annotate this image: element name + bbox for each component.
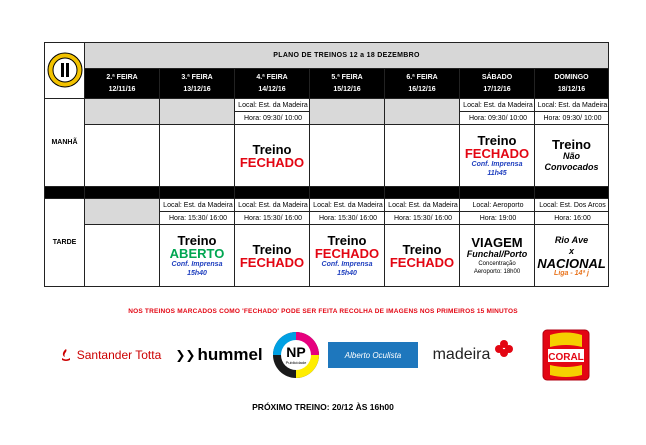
manha-wed-local: Local: Est. da Madeira bbox=[235, 99, 310, 112]
day-header-thu: 5.ª FEIRA 15/12/16 bbox=[310, 69, 385, 99]
manha-sat-hora: Hora: 09:30/ 10:00 bbox=[460, 112, 535, 125]
manha-sun-hora: Hora: 09:30/ 10:00 bbox=[535, 112, 609, 125]
manha-tue-info bbox=[160, 99, 235, 125]
day-header-mon: 2.ª FEIRA 12/11/16 bbox=[85, 69, 160, 99]
tarde-mon-cell bbox=[85, 225, 160, 287]
manha-sat-cell: Treino FECHADO Conf. Imprensa 11h45 bbox=[460, 125, 535, 187]
tarde-thu-cell: Treino FECHADO Conf. Imprensa 15h40 bbox=[310, 225, 385, 287]
tarde-mon-info bbox=[85, 199, 160, 225]
period-label-manha: MANHÃ bbox=[45, 99, 85, 187]
day-header-sat: SÁBADO 17/12/16 bbox=[460, 69, 535, 99]
manha-wed-hora: Hora: 09:30/ 10:00 bbox=[235, 112, 310, 125]
hummel-chevron-icon: ❯❯ bbox=[175, 348, 196, 362]
tarde-wed-hora: Hora: 15:30/ 16:00 bbox=[235, 212, 310, 225]
manha-wed-cell: Treino FECHADO bbox=[235, 125, 310, 187]
tarde-sun-cell: Rio Ave x NACIONAL Liga - 14ª j bbox=[535, 225, 609, 287]
period-label-tarde: TARDE bbox=[45, 199, 85, 287]
manha-thu-cell bbox=[310, 125, 385, 187]
club-crest-cell bbox=[45, 43, 85, 99]
tarde-sun-hora: Hora: 16:00 bbox=[535, 212, 609, 225]
santander-flame-icon bbox=[59, 348, 73, 362]
tarde-tue-cell: Treino ABERTO Conf. Imprensa 15h40 bbox=[160, 225, 235, 287]
sponsor-madeira: madeira bbox=[424, 330, 524, 380]
madeira-flower-icon bbox=[493, 338, 515, 360]
manha-mon-cell bbox=[85, 125, 160, 187]
tarde-thu-local: Local: Est. da Madeira bbox=[310, 199, 385, 212]
manha-fri-cell bbox=[385, 125, 460, 187]
schedule-table bbox=[44, 42, 609, 287]
club-crest-icon bbox=[47, 52, 83, 88]
tarde-sat-hora: Hora: 19:00 bbox=[460, 212, 535, 225]
next-training: PRÓXIMO TREINO: 20/12 ÀS 16h00 bbox=[252, 402, 394, 412]
sponsor-np: NP Publicidade bbox=[268, 330, 324, 380]
tarde-fri-local: Local: Est. da Madeira bbox=[385, 199, 460, 212]
manha-sun-local: Local: Est. da Madeira bbox=[535, 99, 609, 112]
manha-sat-local: Local: Est. da Madeira bbox=[460, 99, 535, 112]
tarde-tue-local: Local: Est. da Madeira bbox=[160, 199, 235, 212]
day-header-tue: 3.ª FEIRA 13/12/16 bbox=[160, 69, 235, 99]
day-header-fri: 6.ª FEIRA 16/12/16 bbox=[385, 69, 460, 99]
day-header-sun: DOMINGO 18/12/16 bbox=[535, 69, 609, 99]
tarde-thu-hora: Hora: 15:30/ 16:00 bbox=[310, 212, 385, 225]
manha-thu-info bbox=[310, 99, 385, 125]
tarde-sat-cell: VIAGEM Funchal/Porto Concentração Aeroporto: 18h00 bbox=[460, 225, 535, 287]
alberto-oculista-badge: Alberto Oculista bbox=[328, 342, 418, 368]
sponsor-santander: Santander Totta bbox=[50, 330, 170, 380]
manha-mon-info bbox=[85, 99, 160, 125]
sponsor-alberto-oculista bbox=[327, 330, 419, 380]
tarde-sat-local: Local: Aeroporto bbox=[460, 199, 535, 212]
sponsor-coral: CORAL bbox=[540, 330, 592, 380]
tarde-fri-hora: Hora: 15:30/ 16:00 bbox=[385, 212, 460, 225]
manha-tue-cell bbox=[160, 125, 235, 187]
page-title: PLANO DE TREINOS 12 a 18 DEZEMBRO bbox=[85, 43, 609, 69]
closed-training-note: NOS TREINOS MARCADOS COMO 'FECHADO' PODE SER FEITA RECOLHA DE IMAGENS NOS PRIMEIROS 15 MINUTOS bbox=[128, 308, 518, 315]
tarde-wed-local: Local: Est. da Madeira bbox=[235, 199, 310, 212]
sponsor-hummel: ❯❯ hummel bbox=[175, 345, 263, 364]
manha-fri-info bbox=[385, 99, 460, 125]
tarde-fri-cell: Treino FECHADO bbox=[385, 225, 460, 287]
tarde-tue-hora: Hora: 15:30/ 16:00 bbox=[160, 212, 235, 225]
manha-sun-cell: Treino Não Convocados bbox=[535, 125, 609, 187]
tarde-wed-cell: Treino FECHADO bbox=[235, 225, 310, 287]
period-separator bbox=[45, 187, 609, 199]
tarde-sun-local: Local: Est. Dos Arcos bbox=[535, 199, 609, 212]
day-header-wed: 4.ª FEIRA 14/12/16 bbox=[235, 69, 310, 99]
